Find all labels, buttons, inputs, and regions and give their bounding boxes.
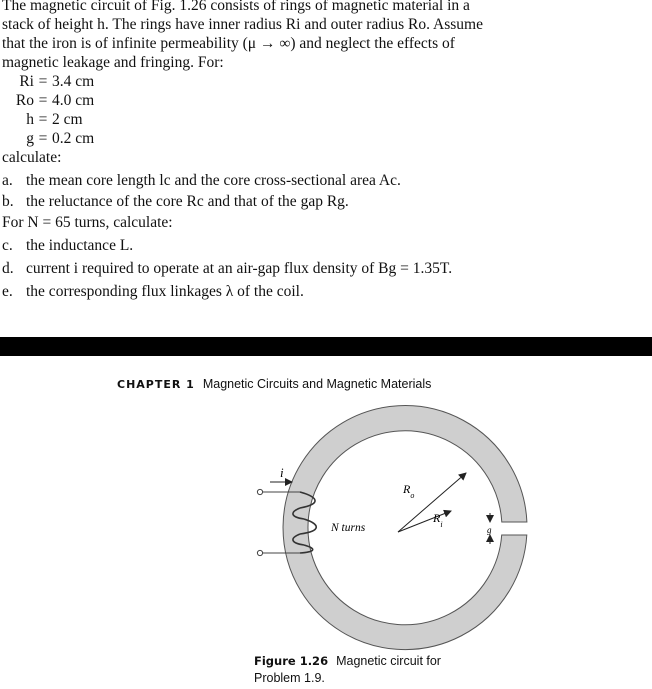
part-text: the inductance L. (26, 237, 134, 254)
ro-label: $R_o$ (403, 482, 415, 500)
terminal-top (257, 489, 262, 494)
part-text: the mean core length lc and the core cross-sectional area Ac. (26, 172, 401, 189)
param-ri: Ri = 3.4 cm (4, 72, 94, 92)
param-symbol: h (26, 111, 34, 128)
terminal-bottom (257, 550, 262, 555)
param-g: g = 0.2 cm (4, 129, 94, 149)
part-text: the corresponding flux linkages λ of the coil. (26, 283, 304, 300)
part-label: e. (2, 283, 13, 300)
intro-line-3: that the iron is of infinite permeability (μ → ∞) and neglect the effects of (2, 35, 455, 52)
calculate-label: calculate: (2, 149, 62, 166)
ri-label: $R_i$ (433, 511, 443, 529)
param-symbol: Ri (19, 73, 34, 90)
for-n-line: For N = 65 turns, calculate: (2, 214, 173, 231)
caption-line-1: Magnetic circuit for (336, 654, 441, 668)
param-value: 0.2 cm (52, 130, 95, 147)
param-symbol: g (26, 130, 34, 147)
param-value: 4.0 cm (52, 92, 95, 109)
turns-label: N turns (331, 522, 366, 534)
param-symbol: Ro (15, 92, 34, 109)
current-label: i (280, 465, 284, 480)
intro-line-2: stack of height h. The rings have inner radius Ri and outer radius Ro. Assume (2, 16, 483, 33)
part-text: current i required to operate at an air-gap flux density of Bg = 1.35T. (26, 260, 453, 277)
part-label: a. (2, 172, 13, 189)
param-h: h = 2 cm (4, 110, 83, 130)
intro-line-1: The magnetic circuit of Fig. 1.26 consists of rings of magnetic material in a (2, 0, 470, 14)
chapter-title: Magnetic Circuits and Magnetic Materials (202, 377, 432, 391)
figure-caption (254, 653, 441, 687)
param-value: 3.4 cm (52, 73, 95, 90)
gap-label: g (487, 525, 492, 535)
figure-label: Figure 1.26 (254, 654, 329, 668)
param-value: 2 cm (52, 111, 83, 128)
chapter-label: CHAPTER 1 (117, 378, 195, 391)
part-label: d. (2, 260, 14, 277)
ri-arrow (398, 511, 451, 532)
param-ro: Ro = 4.0 cm (4, 91, 94, 111)
part-text: the reluctance of the core Rc and that of the gap Rg. (26, 193, 349, 210)
part-label: c. (2, 237, 13, 254)
intro-line-4: magnetic leakage and fringing. For: (2, 54, 224, 71)
caption-line-2: Problem 1.9. (254, 671, 325, 685)
part-label: b. (2, 193, 14, 210)
